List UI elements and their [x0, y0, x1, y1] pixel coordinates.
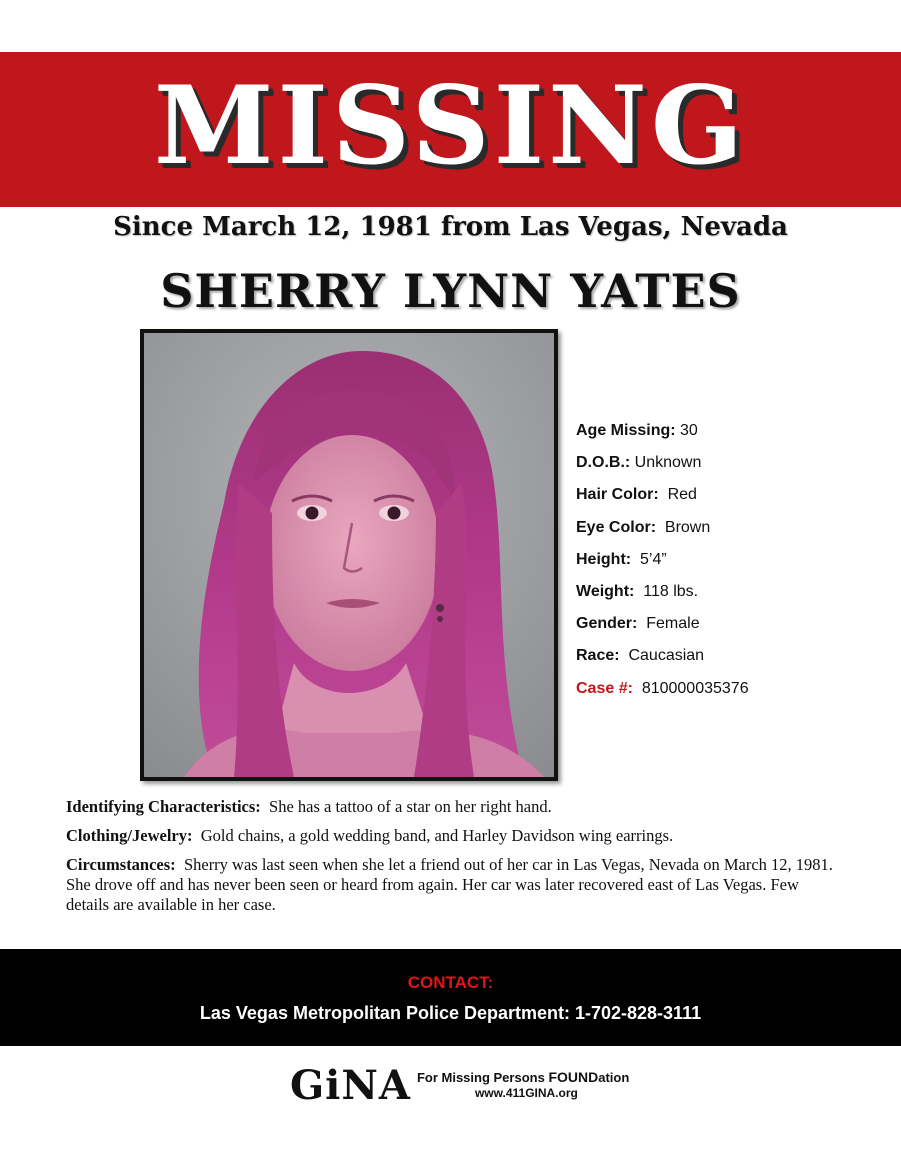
detail-weight: Weight: 118 lbs.: [576, 582, 699, 600]
gina-logo-text: [417, 1069, 629, 1100]
detail-dob: D.O.B.: Unknown: [576, 454, 702, 472]
detail-age-missing: Age Missing: 30: [576, 422, 698, 439]
circumstances: Circumstances: Sherry was last seen when she let a friend out of her car in Las Vegas, Nevada on March 12, 1981. She drove off and has never been seen or heard from again. Her car was later recovered east of Las Vegas. Few details are available in her case.: [66, 855, 833, 914]
detail-height: Height: 5’4”: [576, 550, 667, 568]
detail-case-number: Case #: 810000035376: [576, 679, 749, 697]
contact-bar: [0, 949, 901, 1046]
contact-police-phone: Las Vegas Metropolitan Police Department: 1-702-828-3111: [199, 1003, 702, 1023]
missing-person-name: SHERRY LYNN YATES: [160, 264, 741, 318]
missing-person-photo: [140, 329, 558, 781]
gina-logo: [290, 1064, 629, 1108]
missing-banner: [0, 52, 901, 207]
clothing-jewelry: Clothing/Jewelry: Gold chains, a gold wedding band, and Harley Davidson wing earrings.: [66, 826, 674, 845]
contact-heading: CONTACT:: [407, 973, 494, 992]
gina-logo-mark: GiNA: [290, 1062, 411, 1109]
missing-title: MISSING: [153, 62, 748, 189]
identifying-characteristics: Identifying Characteristics: She has a tattoo of a star on her right hand.: [66, 797, 552, 816]
portrait-image: [144, 333, 554, 777]
detail-race: Race: Caucasian: [576, 647, 705, 665]
gina-tagline: For Missing Persons FOUNDation: [416, 1069, 630, 1085]
case-narrative: [66, 797, 846, 924]
detail-hair-color: Hair Color: Red: [576, 486, 697, 504]
detail-gender: Gender: Female: [576, 615, 700, 633]
vital-details-list: [576, 415, 886, 705]
missing-since-line: Since March 12, 1981 from Las Vegas, Nevada: [113, 212, 788, 242]
gina-url: www.411GINA.org: [474, 1086, 578, 1100]
detail-eye-color: Eye Color: Brown: [576, 518, 711, 536]
